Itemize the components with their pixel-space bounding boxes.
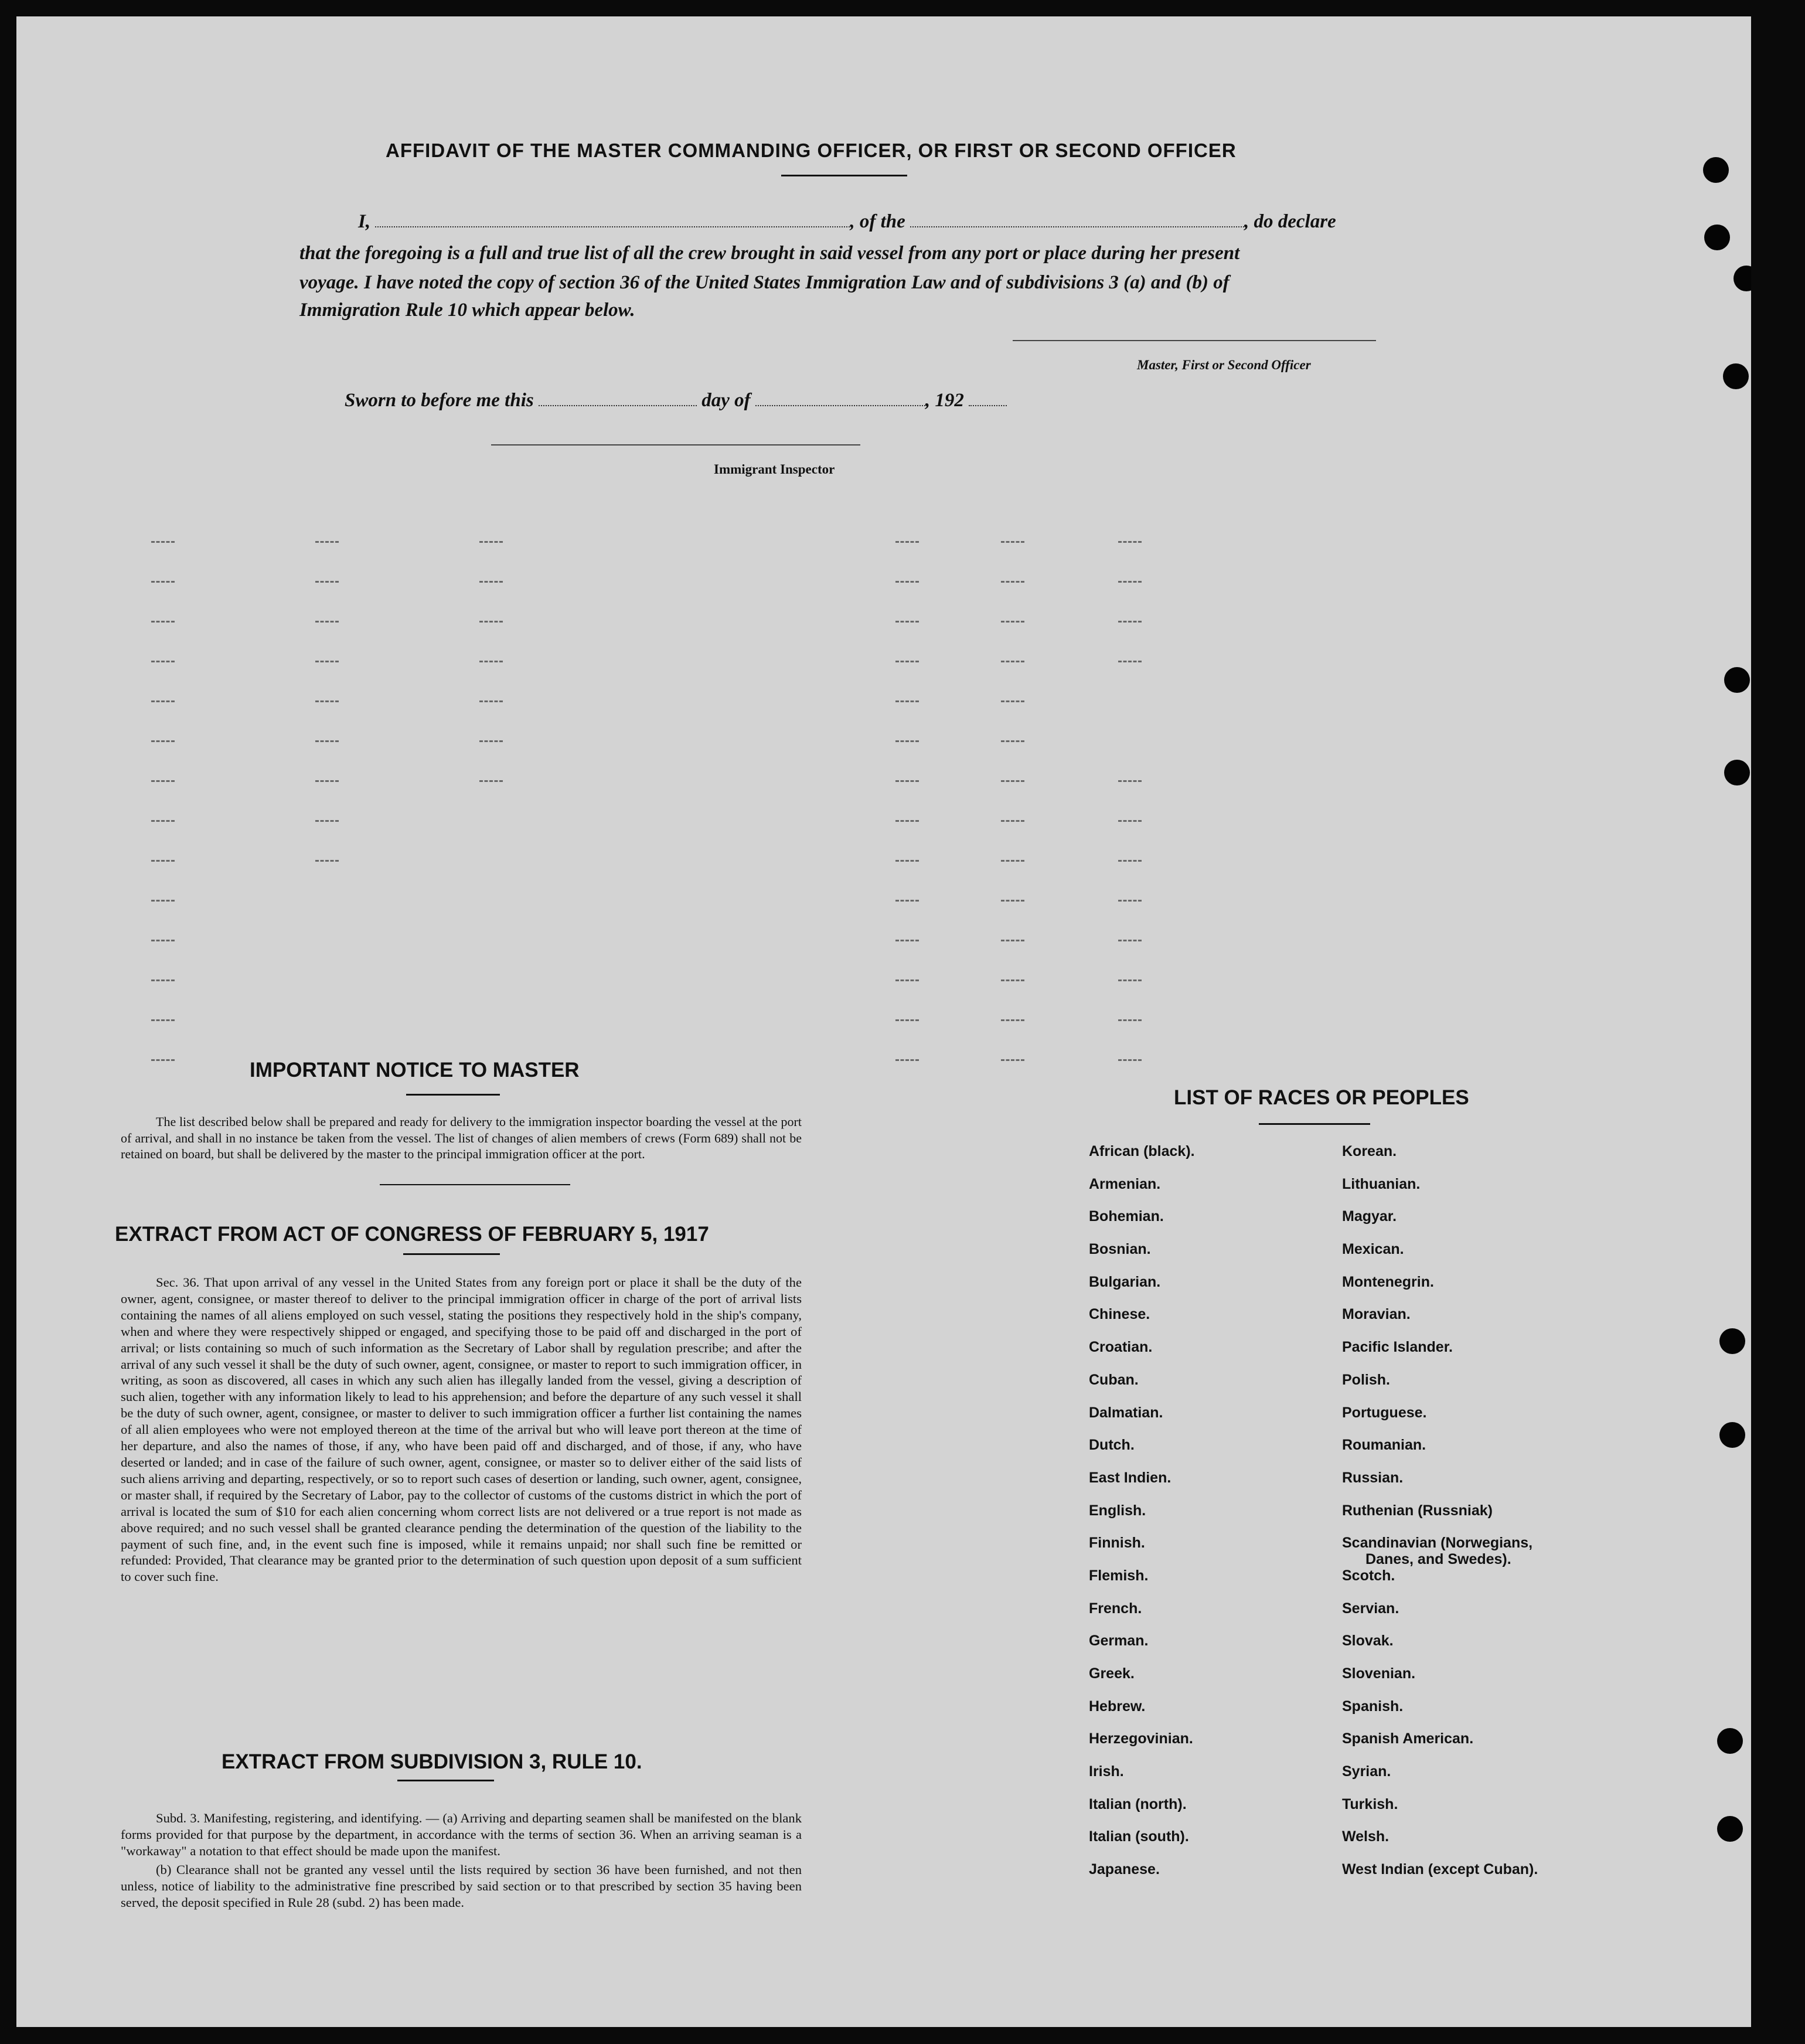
bleed-through-dash	[1001, 740, 1024, 744]
race-item: Mexican.	[1342, 1241, 1404, 1258]
bleed-through-dash	[1001, 541, 1024, 545]
bleed-through-dash	[895, 700, 919, 704]
name-blank[interactable]	[375, 210, 850, 227]
bleed-through-dash	[895, 661, 919, 664]
bleed-through-dash	[1001, 940, 1024, 943]
bleed-through-dash	[151, 1059, 175, 1063]
punch-hole	[1703, 157, 1729, 183]
sworn-label: Sworn to before me this	[345, 390, 534, 411]
punch-hole	[1734, 266, 1751, 291]
race-item: Italian (north).	[1089, 1795, 1187, 1812]
race-item: Syrian.	[1342, 1763, 1391, 1780]
race-item: Magyar.	[1342, 1208, 1397, 1225]
punch-hole	[1724, 760, 1750, 785]
bleed-through-dash	[1001, 820, 1024, 824]
bleed-through-dash	[1118, 860, 1142, 863]
race-item: African (black).	[1089, 1143, 1195, 1159]
race-item: Irish.	[1089, 1763, 1124, 1780]
day-of-label: day of	[701, 390, 751, 411]
extract-rule-title: EXTRACT FROM SUBDIVISION 3, RULE 10.	[222, 1750, 642, 1773]
race-item: Japanese.	[1089, 1861, 1160, 1878]
bleed-through-dash	[895, 860, 919, 863]
race-item: Korean.	[1342, 1143, 1397, 1159]
race-item: Moravian.	[1342, 1306, 1411, 1323]
race-item: Bulgarian.	[1089, 1273, 1161, 1290]
bleed-through-dash	[151, 940, 175, 943]
races-list-right	[1342, 1143, 1538, 1894]
bleed-through-dash	[315, 860, 339, 863]
punch-hole	[1723, 363, 1749, 389]
race-item: Turkish.	[1342, 1795, 1398, 1812]
notice-underline	[406, 1094, 500, 1096]
race-item: Spanish American.	[1342, 1730, 1474, 1747]
bleed-through-dash	[151, 980, 175, 983]
bleed-through-dash	[315, 621, 339, 624]
bleed-through-dash	[895, 980, 919, 983]
race-item: Slovenian.	[1342, 1665, 1416, 1682]
bleed-through-dash	[1118, 940, 1142, 943]
extract-act-underline	[403, 1253, 500, 1255]
punch-hole	[1717, 1816, 1743, 1842]
punch-hole	[1724, 667, 1750, 693]
sworn-line	[345, 389, 1446, 411]
master-signature-label: Master, First or Second Officer	[1137, 358, 1311, 372]
bleed-through-dash	[1001, 700, 1024, 704]
race-item: Scotch.	[1342, 1567, 1395, 1584]
inspector-signature-label: Immigrant Inspector	[714, 462, 835, 477]
bleed-through-dash	[315, 700, 339, 704]
bleed-through-dash	[315, 541, 339, 545]
bleed-through-dash	[1118, 581, 1142, 584]
race-item: Dalmatian.	[1089, 1404, 1163, 1421]
race-item: English.	[1089, 1502, 1146, 1519]
race-item: Pacific Islander.	[1342, 1339, 1453, 1356]
races-underline	[1259, 1123, 1370, 1125]
inspector-signature-line[interactable]	[491, 444, 860, 445]
bleed-through-dash	[1001, 581, 1024, 584]
bleed-through-dash	[1118, 820, 1142, 824]
race-item: German.	[1089, 1633, 1149, 1650]
bleed-through-dash	[895, 900, 919, 903]
bleed-through-dash	[479, 780, 503, 784]
race-item: Bosnian.	[1089, 1241, 1151, 1258]
race-item: West Indian (except Cuban).	[1342, 1861, 1538, 1878]
bleed-through-dash	[315, 581, 339, 584]
bleed-through-dash	[1001, 980, 1024, 983]
race-item: Chinese.	[1089, 1306, 1150, 1323]
bleed-through-dash	[895, 541, 919, 545]
bleed-through-dash	[151, 700, 175, 704]
bleed-through-dash	[1001, 900, 1024, 903]
bleed-through-dash	[479, 621, 503, 624]
bleed-through-dash	[151, 900, 175, 903]
bleed-through-dash	[151, 621, 175, 624]
race-item: Spanish.	[1342, 1698, 1404, 1715]
bleed-through-dash	[1118, 1019, 1142, 1023]
bleed-through-dash	[1001, 780, 1024, 784]
declaration-line-1	[358, 210, 1460, 233]
bleed-through-dash	[1001, 621, 1024, 624]
document-page	[16, 16, 1751, 2027]
extract-rule-underline	[397, 1780, 494, 1781]
race-item: Scandinavian (Norwegians, Danes, and Swedes).	[1342, 1535, 1538, 1567]
affidavit-title: AFFIDAVIT OF THE MASTER COMMANDING OFFICER, OR FIRST OR SECOND OFFICER	[386, 140, 1237, 161]
bleed-through-dash	[895, 740, 919, 744]
vessel-blank[interactable]	[910, 210, 1244, 227]
notice-bottom-rule	[380, 1184, 570, 1185]
notice-text: The list described below shall be prepared and ready for delivery to the immigration inspector boarding the vessel at the port of arrival, and shall in no instance be taken from the vessel. The list of changes of alien members of crews (Form 689) shall not be retained on board, but shall be delivered by the master to the principal immigration officer at the port.	[121, 1114, 802, 1161]
bleed-through-dash	[479, 541, 503, 545]
punch-hole	[1717, 1728, 1743, 1754]
race-item: Portuguese.	[1342, 1404, 1427, 1421]
race-item: Polish.	[1342, 1371, 1390, 1388]
race-item: Flemish.	[1089, 1567, 1149, 1584]
bleed-through-dash	[895, 1059, 919, 1063]
bleed-through-dash	[479, 581, 503, 584]
race-item: East Indien.	[1089, 1469, 1171, 1486]
bleed-through-dash	[895, 820, 919, 824]
race-item: Bohemian.	[1089, 1208, 1164, 1225]
bleed-through-dash	[895, 780, 919, 784]
bleed-through-dash	[315, 780, 339, 784]
race-item: Armenian.	[1089, 1175, 1161, 1192]
extract-rule-text: Subd. 3. Manifesting, registering, and identifying. — (a) Arriving and departing seamen shall be manifested on the blank forms provided for that purpose by the department, in accordance with the terms of section 36. When an arriving seaman is a "workaway" a notation to that effect should be made upon the manifest. (b) Clearance shall not be granted any vessel until the lists required by section 36 have been furnished, and not then unless, notice of liability to the administrative fine prescribed by said section or to that prescribed by section 35 having been served, the deposit specified in Rule 28 (subd. 2) has been made.	[121, 1811, 802, 1910]
race-item: Lithuanian.	[1342, 1175, 1421, 1192]
race-item: Russian.	[1342, 1469, 1404, 1486]
race-item: French.	[1089, 1600, 1142, 1617]
bleed-through-dash	[315, 661, 339, 664]
declaration-line-4: Immigration Rule 10 which appear below.	[299, 300, 635, 321]
notice-title: IMPORTANT NOTICE TO MASTER	[250, 1059, 580, 1081]
race-item: Greek.	[1089, 1665, 1135, 1682]
bleed-through-dash	[1118, 780, 1142, 784]
bleed-through-dash	[1118, 621, 1142, 624]
year-blank[interactable]	[969, 389, 1007, 406]
race-item: Welsh.	[1342, 1828, 1389, 1845]
punch-hole	[1719, 1328, 1745, 1354]
bleed-through-dash	[151, 541, 175, 545]
bleed-through-dash	[315, 820, 339, 824]
bleed-through-dash	[895, 1019, 919, 1023]
month-blank[interactable]	[755, 389, 925, 406]
race-item-continuation: Danes, and Swedes).	[1365, 1551, 1511, 1568]
bleed-through-dash	[151, 581, 175, 584]
bleed-through-dash	[315, 740, 339, 744]
bleed-through-dash	[151, 740, 175, 744]
race-item: Italian (south).	[1089, 1828, 1189, 1845]
race-item: Montenegrin.	[1342, 1273, 1434, 1290]
punch-hole	[1704, 225, 1730, 250]
declaration-line-3: voyage. I have noted the copy of section 36 of the United States Immigration Law and of subdivisions 3 (a) and (b) of	[299, 272, 1230, 293]
title-underline	[781, 175, 907, 176]
year-label: , 192	[925, 390, 964, 411]
race-item: Hebrew.	[1089, 1698, 1146, 1715]
bleed-through-dash	[1118, 541, 1142, 545]
declaration-line-2: that the foregoing is a full and true list of all the crew brought in said vessel from any port or place during her present	[299, 243, 1240, 264]
race-item: Roumanian.	[1342, 1437, 1426, 1454]
races-list-left	[1089, 1143, 1195, 1894]
bleed-through-dash	[1118, 661, 1142, 664]
i-label: I,	[358, 211, 371, 232]
bleed-through-dash	[151, 860, 175, 863]
race-item: Croatian.	[1089, 1339, 1153, 1356]
day-blank[interactable]	[539, 389, 697, 406]
bleed-through-dash	[1001, 1019, 1024, 1023]
race-item: Cuban.	[1089, 1371, 1139, 1388]
bleed-through-dash	[479, 661, 503, 664]
race-item: Herzegovinian.	[1089, 1730, 1193, 1747]
bleed-through-dash	[1001, 661, 1024, 664]
race-item: Slovak.	[1342, 1633, 1394, 1650]
bleed-through-dash	[895, 940, 919, 943]
bleed-through-dash	[895, 581, 919, 584]
bleed-through-dash	[479, 700, 503, 704]
bleed-through-dash	[479, 740, 503, 744]
race-item: Dutch.	[1089, 1437, 1135, 1454]
bleed-through-dash	[1118, 1059, 1142, 1063]
bleed-through-dash	[1118, 900, 1142, 903]
of-label: , of the	[850, 211, 905, 232]
bleed-through-dash	[151, 1019, 175, 1023]
bleed-through-dash	[1001, 1059, 1024, 1063]
bleed-through-dash	[151, 661, 175, 664]
extract-act-text: Sec. 36. That upon arrival of any vessel in the United States from any foreign port or place it shall be the duty of the owner, agent, consignee, or master thereof to deliver to the principal immigration officer in charge of the port of arrival lists containing the names of all aliens employed on such vessel, stating the positions they respectively hold in the ship's company, when and where they were respectively shipped or engaged, and specifying those to be paid off and discharged in the port of arrival; or lists containing so much of such information as the Secretary of Labor shall by regulation prescribe; and after the arrival of any such vessel it shall be the duty of such owner, agent, consignee, or master to report to such immigration officer, in writing, as soon as discovered, all cases in which any such alien has illegally landed from the vessel, giving a description of such alien, together with any information likely to lead to his apprehension; and before the departure of any such vessel it shall be the duty of such owner, agent, consignee, or master to deliver to such immigration officer a further list containing the names of all alien employees who were not employed thereon at the time of the arrival but who will leave port thereon at the time of her departure, and also the names of those, if any, who have been paid off and discharged, and of those, if any, who have deserted or landed; and in case of the failure of such owner, agent, consignee, or master so to deliver either of the said lists of such aliens arriving and departing, respectively, or so to report such cases of desertion or landing, such owner, agent, consignee, or master shall, if required by the Secretary of Labor, pay to the collector of customs of the customs district in which the port of arrival is located the sum of $10 for each alien concerning whom correct lists are not delivered or a true report is not made as above required; and no such vessel shall be granted clearance pending the determination of the question of the liability to the payment of such fine, and, in the event such fine is imposed, while it remains unpaid; nor shall such fine be remitted or refunded: Provided, That clearance may be granted prior to the determination of such question upon deposit of a sum sufficient to cover such fine.	[121, 1275, 802, 1584]
race-item: Ruthenian (Russniak)	[1342, 1502, 1493, 1519]
bleed-through-dash	[151, 780, 175, 784]
punch-hole	[1719, 1422, 1745, 1448]
bleed-through-dash	[1001, 860, 1024, 863]
declare-label: , do declare	[1244, 211, 1336, 232]
race-item: Servian.	[1342, 1600, 1399, 1617]
bleed-through-dash	[1118, 980, 1142, 983]
master-signature-line[interactable]	[1013, 340, 1376, 341]
bleed-through-dash	[895, 621, 919, 624]
race-item: Finnish.	[1089, 1535, 1145, 1552]
bleed-through-dash	[151, 820, 175, 824]
extract-act-title: EXTRACT FROM ACT OF CONGRESS OF FEBRUARY 5, 1917	[115, 1223, 709, 1246]
races-title: LIST OF RACES OR PEOPLES	[1174, 1086, 1469, 1109]
